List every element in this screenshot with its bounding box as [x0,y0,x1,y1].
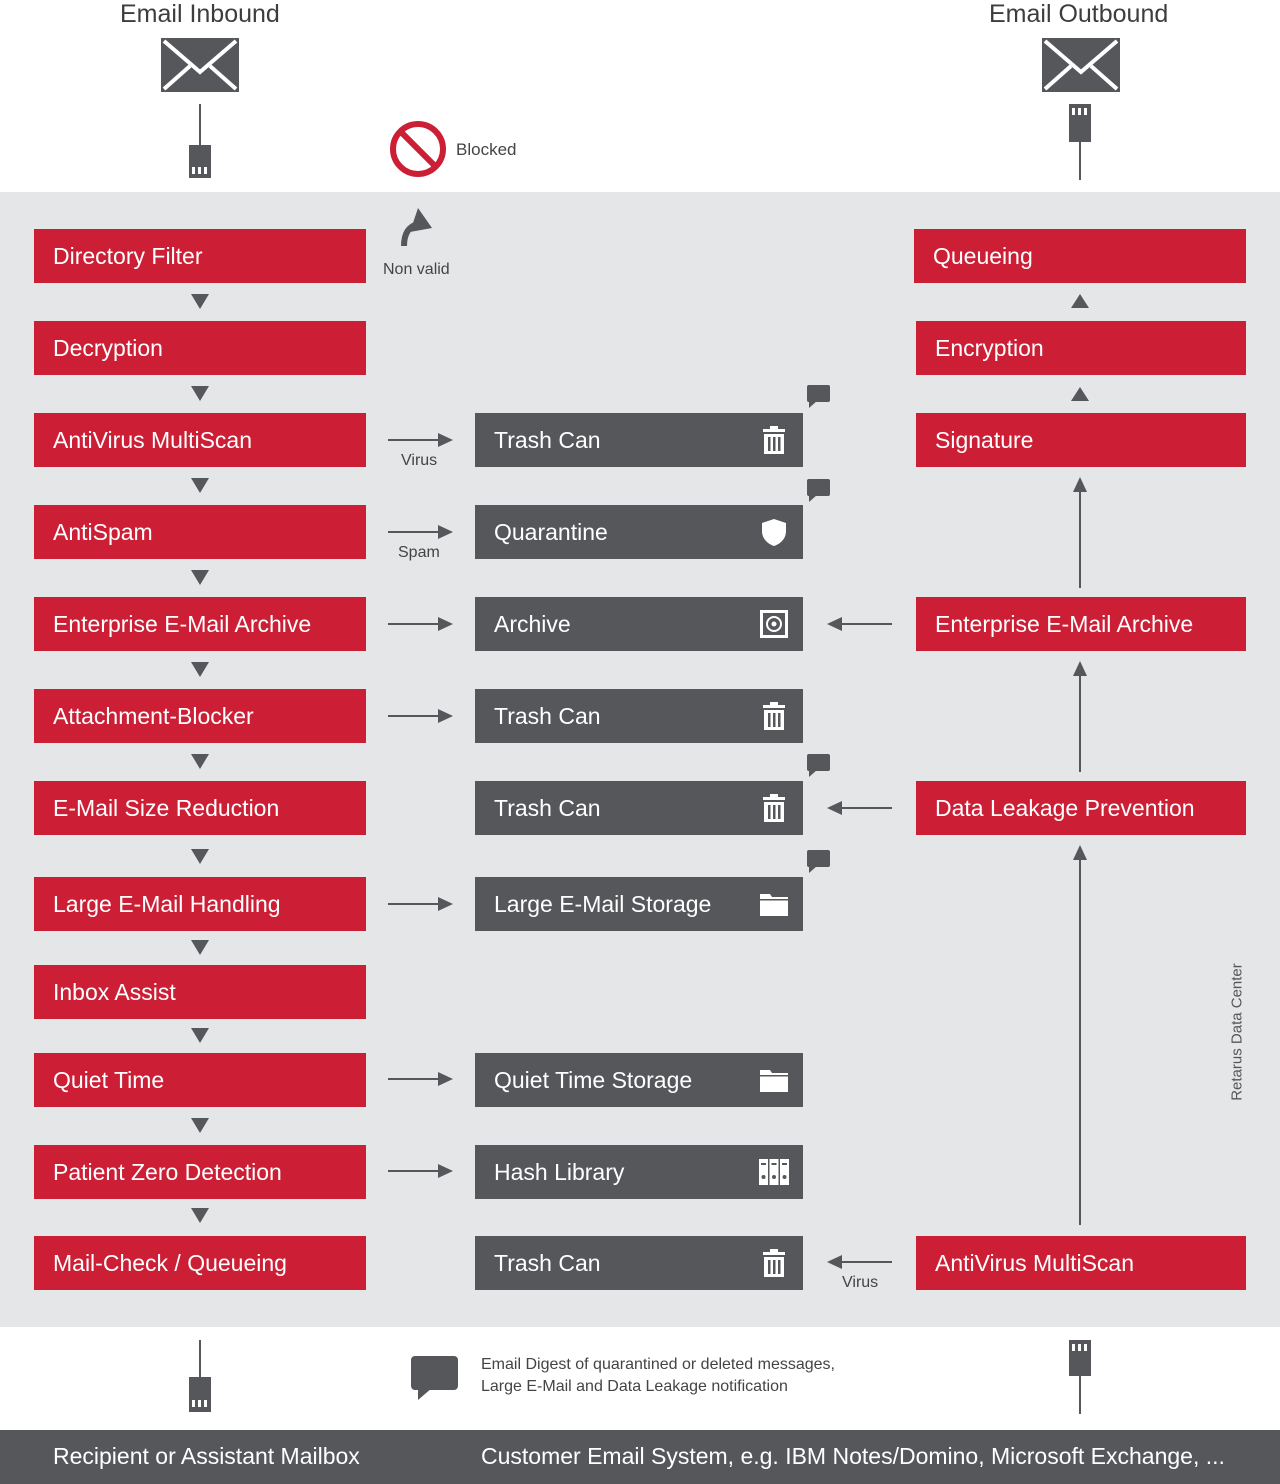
envelope-icon [1042,38,1120,92]
legend-line-1: Email Digest of quarantined or deleted messages, [481,1356,835,1373]
step-label: Queueing [933,242,1033,269]
step-label: E-Mail Size Reduction [53,794,280,821]
spam-label: Spam [398,544,440,561]
virus-label: Virus [401,452,438,469]
storage-label: Large E-Mail Storage [494,890,712,917]
step-label: Quiet Time [53,1066,165,1093]
network-plug-icon [1069,104,1091,180]
footer-customer-email-system: Customer Email System, e.g. IBM Notes/Domino, Microsoft Exchange, ... [481,1443,1225,1469]
outbound-flow-arrows [1071,294,1089,401]
blocked-icon [393,124,443,174]
network-plug-icon [189,1340,211,1412]
step-label: Decryption [53,334,163,361]
retarus-data-center-label: Retarus Data Center [1228,963,1246,1101]
step-label: AntiVirus MultiScan [935,1249,1134,1276]
storage-label: Quiet Time Storage [494,1066,693,1093]
step-label: AntiSpam [53,518,153,545]
outbound-connector-arrows [1073,477,1087,1225]
storage-label: Archive [494,610,571,637]
step-label: Mail-Check / Queueing [53,1249,287,1276]
virus-label-outbound: Virus [842,1274,879,1291]
step-label: Attachment-Blocker [53,702,254,729]
notification-bubble-icon [807,385,830,408]
storage-label: Trash Can [494,794,601,821]
step-label: Signature [935,426,1034,453]
notification-bubble-icon [807,850,830,873]
step-label: Large E-Mail Handling [53,890,281,917]
step-label: Encryption [935,334,1044,361]
storage-label: Trash Can [494,702,601,729]
envelope-icon [161,38,239,92]
curved-up-arrow-icon [404,208,432,246]
notification-bubble-icon [807,754,830,777]
step-label: Directory Filter [53,242,203,269]
footer-recipient-mailbox: Recipient or Assistant Mailbox [53,1443,360,1469]
storage-label: Trash Can [494,426,601,453]
step-label: Data Leakage Prevention [935,794,1195,821]
legend-line-2: Large E-Mail and Data Leakage notification [481,1378,788,1395]
legend-bubble-icon [411,1356,458,1400]
network-plug-icon [1069,1340,1091,1414]
outbound-title: Email Outbound [989,0,1169,28]
outbound-to-storage-arrows [827,617,892,1269]
non-valid-label: Non valid [383,261,450,278]
storage-label: Hash Library [494,1158,625,1185]
step-label: Inbox Assist [53,978,176,1005]
storage-label: Quarantine [494,518,608,545]
inbound-to-storage-arrows [388,433,453,1178]
notification-bubble-icon [807,479,830,502]
step-label: Enterprise E-Mail Archive [53,610,312,637]
inbound-title: Email Inbound [120,0,280,28]
network-plug-icon [189,104,211,178]
storage-label: Trash Can [494,1249,601,1276]
blocked-label: Blocked [456,140,517,159]
step-label: AntiVirus MultiScan [53,426,252,453]
step-label: Patient Zero Detection [53,1158,282,1185]
step-label: Enterprise E-Mail Archive [935,610,1194,637]
inbound-flow-arrows [191,294,209,1223]
